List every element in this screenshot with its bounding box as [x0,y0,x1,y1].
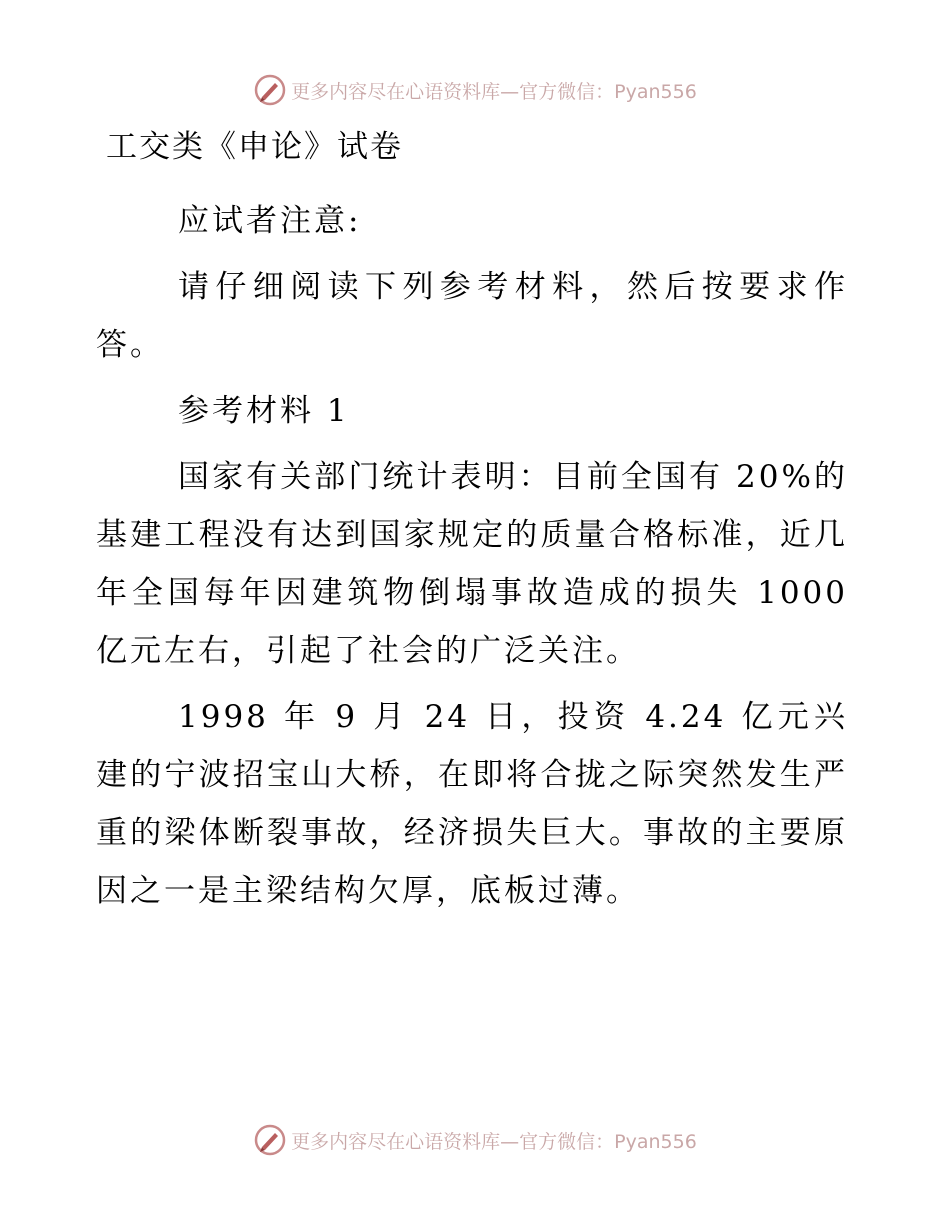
footer-watermark [0,1120,950,1160]
watermark-text: 更多内容尽在心语资料库—官方微信：Pyan556 [291,80,697,103]
pen-logo-icon [253,73,287,107]
watermark-text: 更多内容尽在心语资料库—官方微信：Pyan556 [291,1130,697,1153]
pen-logo-icon [253,1123,287,1157]
document-title: 工交类《申论》试卷 [106,129,403,165]
header-watermark [0,70,950,110]
notice-heading: 应试者注意: [178,203,362,239]
document-page [96,118,848,920]
material-heading: 参考材料 1 [178,393,350,429]
material-paragraph-2: 1998 年 9 月 24 日，投资 4.24 亿元兴建的宁波招宝山大桥，在即将合拢之际突然发生严重的梁体断裂事故，经济损失巨大。事故的主要原因之一是主梁结构欠厚，底板过薄。 [96,699,848,909]
material-paragraph-1: 国家有关部门统计表明：目前全国有 20%的基建工程没有达到国家规定的质量合格标准，近几年全国每年因建筑物倒塌事故造成的损失 1000 亿元左右，引起了社会的广泛关注。 [96,459,848,669]
instruction-paragraph: 请仔细阅读下列参考材料，然后按要求作答。 [96,269,848,363]
